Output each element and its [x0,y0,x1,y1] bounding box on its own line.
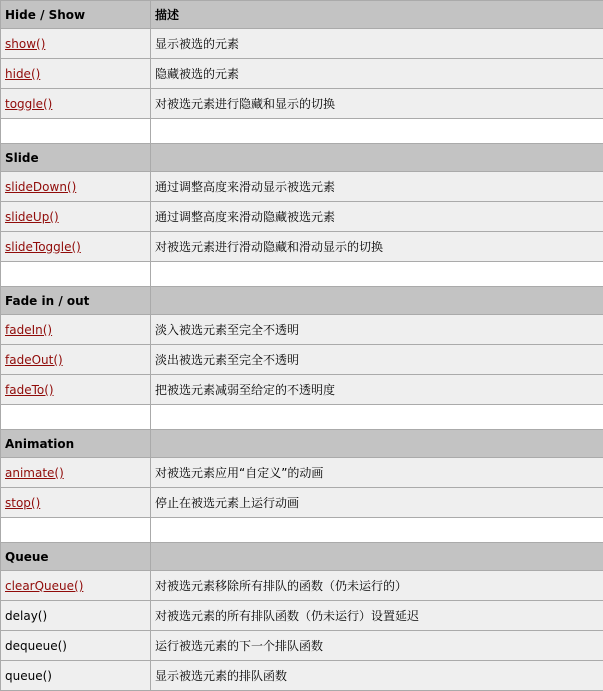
section-header-animation [1,430,603,458]
method-toggle-link[interactable]: toggle() [5,97,52,111]
spacer-row [1,405,603,430]
description-column-header: 描述 [151,1,603,29]
method-cell [1,29,151,59]
table-row [1,232,603,262]
method-description: 停止在被选元素上运行动画 [151,488,603,518]
method-cell [1,59,151,89]
table-body [1,1,603,691]
method-hide-link[interactable]: hide() [5,67,40,81]
method-cell [1,661,151,691]
table-row [1,488,603,518]
method-cell [1,202,151,232]
spacer-cell [1,119,151,144]
method-description: 淡出被选元素至完全不透明 [151,345,603,375]
method-description: 运行被选元素的下一个排队函数 [151,631,603,661]
table-row [1,571,603,601]
method-description: 把被选元素减弱至给定的不透明度 [151,375,603,405]
method-description: 隐藏被选的元素 [151,59,603,89]
method-cell [1,172,151,202]
section-title: Slide [1,144,151,172]
table-row [1,89,603,119]
spacer-row [1,119,603,144]
description-column-header [151,144,603,172]
section-title: Fade in / out [1,287,151,315]
table-row [1,631,603,661]
method-cell [1,315,151,345]
method-description: 对被选元素进行滑动隐藏和滑动显示的切换 [151,232,603,262]
spacer-cell [151,518,603,543]
table-row [1,375,603,405]
method-cell [1,571,151,601]
section-header-queue [1,543,603,571]
method-clearqueue-link[interactable]: clearQueue() [5,579,83,593]
method-description: 对被选元素的所有排队函数（仍未运行）设置延迟 [151,601,603,631]
table-row [1,315,603,345]
table-row [1,458,603,488]
method-show-link[interactable]: show() [5,37,45,51]
method-cell [1,345,151,375]
table-row [1,29,603,59]
table-row [1,345,603,375]
method-cell [1,375,151,405]
section-header-slide [1,144,603,172]
method-description: 对被选元素进行隐藏和显示的切换 [151,89,603,119]
spacer-cell [151,405,603,430]
method-queue-text: queue() [5,669,52,683]
section-title: Queue [1,543,151,571]
method-cell [1,488,151,518]
method-slideup-link[interactable]: slideUp() [5,210,59,224]
spacer-cell [1,518,151,543]
method-cell [1,232,151,262]
table-row [1,202,603,232]
method-cell [1,601,151,631]
method-slidetoggle-link[interactable]: slideToggle() [5,240,81,254]
method-delay-text: delay() [5,609,47,623]
description-column-header [151,430,603,458]
spacer-row [1,518,603,543]
description-column-header [151,543,603,571]
table-row [1,59,603,89]
section-header-hide-show [1,1,603,29]
method-description: 显示被选的元素 [151,29,603,59]
method-description: 通过调整高度来滑动显示被选元素 [151,172,603,202]
method-stop-link[interactable]: stop() [5,496,40,510]
spacer-cell [151,262,603,287]
section-title: Hide / Show [1,1,151,29]
section-header-fade-in-out [1,287,603,315]
method-slidedown-link[interactable]: slideDown() [5,180,76,194]
method-cell [1,89,151,119]
method-cell [1,458,151,488]
method-description: 显示被选元素的排队函数 [151,661,603,691]
method-animate-link[interactable]: animate() [5,466,64,480]
method-description: 对被选元素移除所有排队的函数（仍未运行的） [151,571,603,601]
spacer-cell [151,119,603,144]
method-fadeto-link[interactable]: fadeTo() [5,383,54,397]
spacer-cell [1,405,151,430]
method-cell [1,631,151,661]
method-description: 淡入被选元素至完全不透明 [151,315,603,345]
spacer-cell [1,262,151,287]
table-row [1,601,603,631]
method-fadeout-link[interactable]: fadeOut() [5,353,63,367]
spacer-row [1,262,603,287]
method-dequeue-text: dequeue() [5,639,67,653]
method-description: 通过调整高度来滑动隐藏被选元素 [151,202,603,232]
table-row [1,661,603,691]
section-title: Animation [1,430,151,458]
method-description: 对被选元素应用“自定义”的动画 [151,458,603,488]
method-fadein-link[interactable]: fadeIn() [5,323,52,337]
table-row [1,172,603,202]
description-column-header [151,287,603,315]
